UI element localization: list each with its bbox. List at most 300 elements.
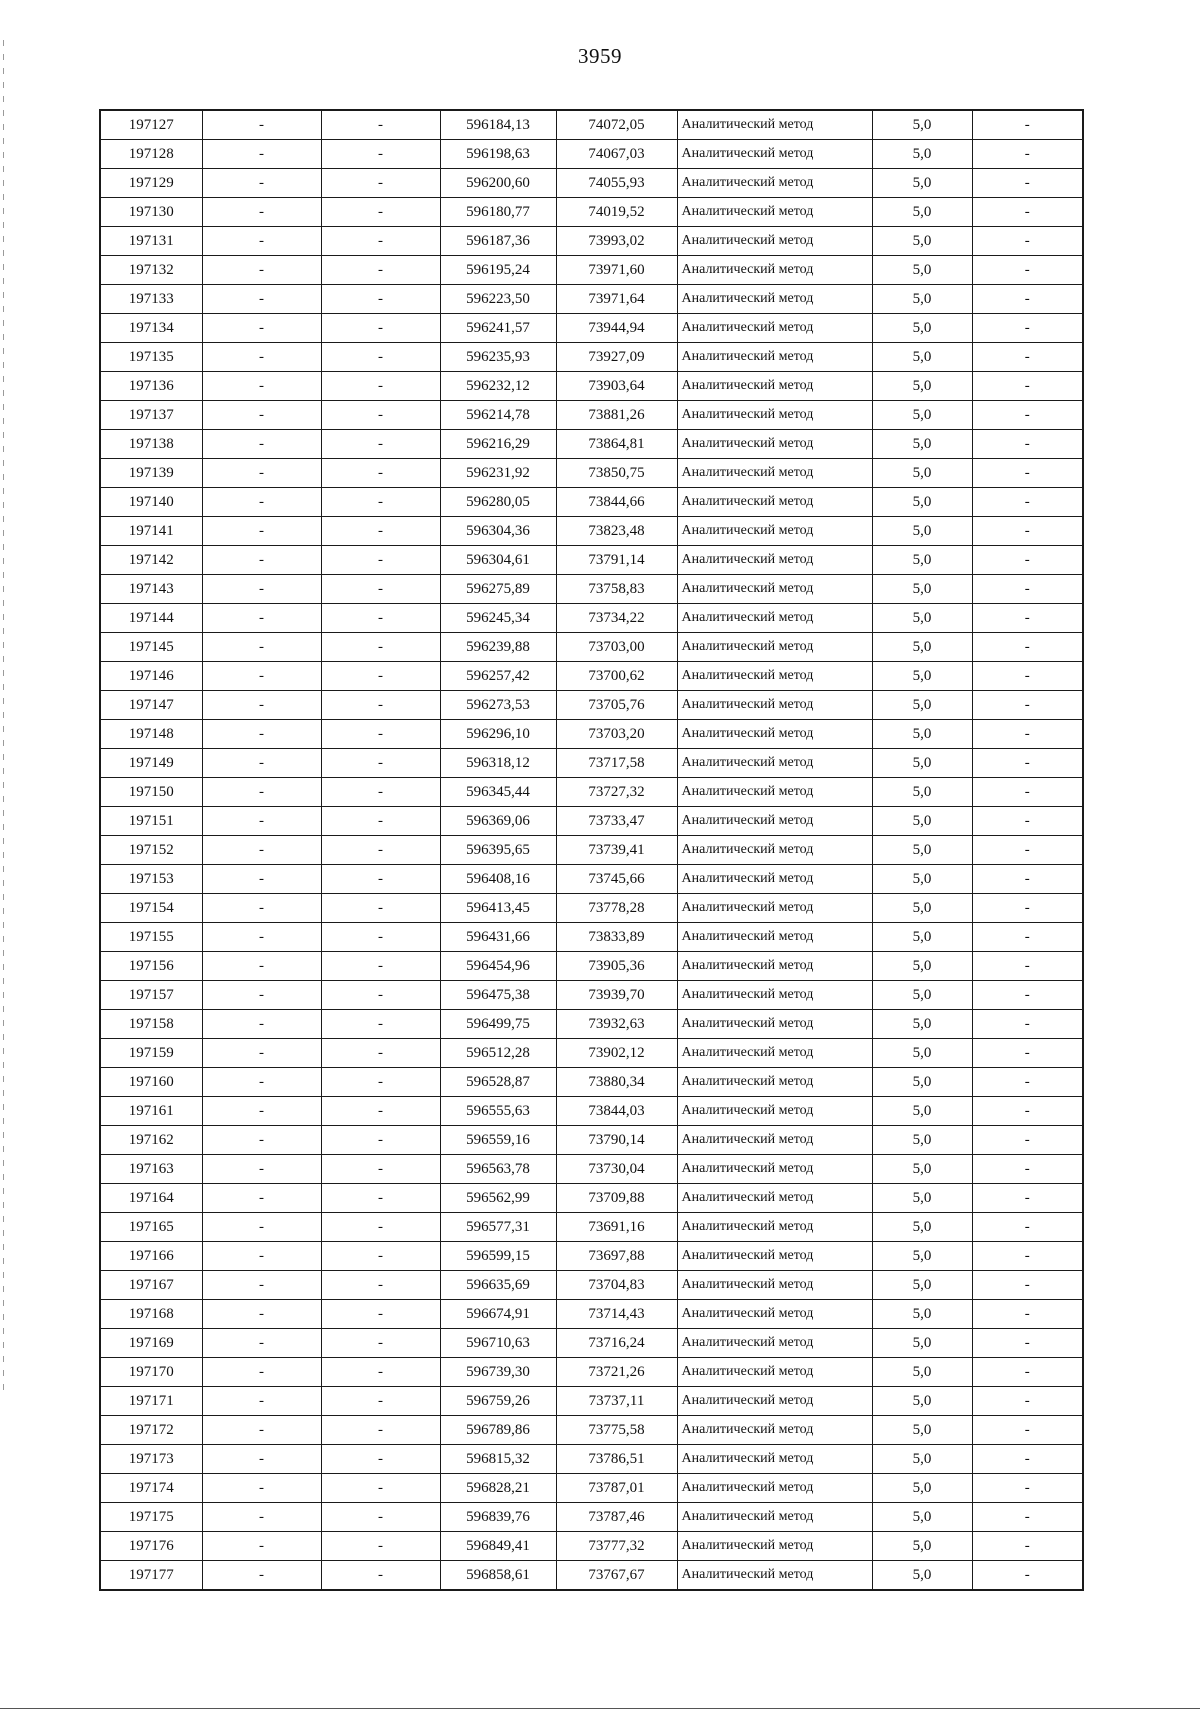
method-cell: Аналитический метод xyxy=(677,981,872,1010)
empty-dash-cell: - xyxy=(321,1532,440,1561)
accuracy-cell: 5,0 xyxy=(872,1010,972,1039)
empty-dash-cell: - xyxy=(321,662,440,691)
empty-dash-cell: - xyxy=(321,1329,440,1358)
note-cell: - xyxy=(972,488,1083,517)
method-cell: Аналитический метод xyxy=(677,836,872,865)
empty-dash-cell: - xyxy=(202,256,321,285)
x-coordinate-cell: 596304,61 xyxy=(440,546,556,575)
accuracy-cell: 5,0 xyxy=(872,633,972,662)
x-coordinate-cell: 596710,63 xyxy=(440,1329,556,1358)
empty-dash-cell: - xyxy=(321,430,440,459)
x-coordinate-cell: 596431,66 xyxy=(440,923,556,952)
point-id-cell: 197156 xyxy=(100,952,202,981)
x-coordinate-cell: 596815,32 xyxy=(440,1445,556,1474)
note-cell: - xyxy=(972,430,1083,459)
y-coordinate-cell: 73704,83 xyxy=(556,1271,677,1300)
note-cell: - xyxy=(972,952,1083,981)
accuracy-cell: 5,0 xyxy=(872,1126,972,1155)
y-coordinate-cell: 73787,46 xyxy=(556,1503,677,1532)
coordinates-table xyxy=(99,109,1084,1591)
y-coordinate-cell: 73881,26 xyxy=(556,401,677,430)
empty-dash-cell: - xyxy=(321,1126,440,1155)
note-cell: - xyxy=(972,401,1083,430)
empty-dash-cell: - xyxy=(321,923,440,952)
point-id-cell: 197163 xyxy=(100,1155,202,1184)
table-row xyxy=(100,923,1083,952)
table-row xyxy=(100,1271,1083,1300)
accuracy-cell: 5,0 xyxy=(872,1474,972,1503)
empty-dash-cell: - xyxy=(321,110,440,140)
table-row xyxy=(100,430,1083,459)
method-cell: Аналитический метод xyxy=(677,517,872,546)
x-coordinate-cell: 596184,13 xyxy=(440,110,556,140)
method-cell: Аналитический метод xyxy=(677,691,872,720)
y-coordinate-cell: 73777,32 xyxy=(556,1532,677,1561)
point-id-cell: 197167 xyxy=(100,1271,202,1300)
empty-dash-cell: - xyxy=(202,517,321,546)
accuracy-cell: 5,0 xyxy=(872,749,972,778)
accuracy-cell: 5,0 xyxy=(872,604,972,633)
empty-dash-cell: - xyxy=(321,1358,440,1387)
method-cell: Аналитический метод xyxy=(677,227,872,256)
point-id-cell: 197176 xyxy=(100,1532,202,1561)
y-coordinate-cell: 73717,58 xyxy=(556,749,677,778)
empty-dash-cell: - xyxy=(321,1184,440,1213)
y-coordinate-cell: 73939,70 xyxy=(556,981,677,1010)
table-row xyxy=(100,343,1083,372)
table-row xyxy=(100,575,1083,604)
table-row xyxy=(100,1184,1083,1213)
empty-dash-cell: - xyxy=(202,1242,321,1271)
accuracy-cell: 5,0 xyxy=(872,778,972,807)
x-coordinate-cell: 596231,92 xyxy=(440,459,556,488)
x-coordinate-cell: 596200,60 xyxy=(440,169,556,198)
x-coordinate-cell: 596257,42 xyxy=(440,662,556,691)
empty-dash-cell: - xyxy=(321,894,440,923)
point-id-cell: 197145 xyxy=(100,633,202,662)
x-coordinate-cell: 596577,31 xyxy=(440,1213,556,1242)
point-id-cell: 197137 xyxy=(100,401,202,430)
empty-dash-cell: - xyxy=(321,1503,440,1532)
point-id-cell: 197133 xyxy=(100,285,202,314)
y-coordinate-cell: 73703,00 xyxy=(556,633,677,662)
empty-dash-cell: - xyxy=(202,575,321,604)
accuracy-cell: 5,0 xyxy=(872,981,972,1010)
method-cell: Аналитический метод xyxy=(677,1416,872,1445)
y-coordinate-cell: 73786,51 xyxy=(556,1445,677,1474)
y-coordinate-cell: 73971,64 xyxy=(556,285,677,314)
method-cell: Аналитический метод xyxy=(677,1271,872,1300)
x-coordinate-cell: 596296,10 xyxy=(440,720,556,749)
y-coordinate-cell: 73709,88 xyxy=(556,1184,677,1213)
empty-dash-cell: - xyxy=(321,1445,440,1474)
accuracy-cell: 5,0 xyxy=(872,894,972,923)
point-id-cell: 197172 xyxy=(100,1416,202,1445)
note-cell: - xyxy=(972,110,1083,140)
note-cell: - xyxy=(972,314,1083,343)
point-id-cell: 197161 xyxy=(100,1097,202,1126)
method-cell: Аналитический метод xyxy=(677,1387,872,1416)
method-cell: Аналитический метод xyxy=(677,401,872,430)
y-coordinate-cell: 73902,12 xyxy=(556,1039,677,1068)
empty-dash-cell: - xyxy=(202,285,321,314)
method-cell: Аналитический метод xyxy=(677,459,872,488)
empty-dash-cell: - xyxy=(321,227,440,256)
empty-dash-cell: - xyxy=(202,430,321,459)
empty-dash-cell: - xyxy=(321,633,440,662)
point-id-cell: 197158 xyxy=(100,1010,202,1039)
empty-dash-cell: - xyxy=(202,1155,321,1184)
x-coordinate-cell: 596858,61 xyxy=(440,1561,556,1591)
accuracy-cell: 5,0 xyxy=(872,575,972,604)
x-coordinate-cell: 596599,15 xyxy=(440,1242,556,1271)
note-cell: - xyxy=(972,923,1083,952)
method-cell: Аналитический метод xyxy=(677,720,872,749)
point-id-cell: 197128 xyxy=(100,140,202,169)
point-id-cell: 197148 xyxy=(100,720,202,749)
accuracy-cell: 5,0 xyxy=(872,198,972,227)
accuracy-cell: 5,0 xyxy=(872,517,972,546)
accuracy-cell: 5,0 xyxy=(872,836,972,865)
point-id-cell: 197175 xyxy=(100,1503,202,1532)
empty-dash-cell: - xyxy=(321,1474,440,1503)
table-row xyxy=(100,865,1083,894)
x-coordinate-cell: 596512,28 xyxy=(440,1039,556,1068)
x-coordinate-cell: 596789,86 xyxy=(440,1416,556,1445)
empty-dash-cell: - xyxy=(202,865,321,894)
empty-dash-cell: - xyxy=(321,1300,440,1329)
accuracy-cell: 5,0 xyxy=(872,807,972,836)
table-row xyxy=(100,459,1083,488)
point-id-cell: 197168 xyxy=(100,1300,202,1329)
empty-dash-cell: - xyxy=(321,401,440,430)
method-cell: Аналитический метод xyxy=(677,343,872,372)
point-id-cell: 197174 xyxy=(100,1474,202,1503)
note-cell: - xyxy=(972,807,1083,836)
y-coordinate-cell: 73733,47 xyxy=(556,807,677,836)
y-coordinate-cell: 73775,58 xyxy=(556,1416,677,1445)
y-coordinate-cell: 73700,62 xyxy=(556,662,677,691)
method-cell: Аналитический метод xyxy=(677,749,872,778)
x-coordinate-cell: 596318,12 xyxy=(440,749,556,778)
accuracy-cell: 5,0 xyxy=(872,1213,972,1242)
method-cell: Аналитический метод xyxy=(677,1097,872,1126)
point-id-cell: 197131 xyxy=(100,227,202,256)
method-cell: Аналитический метод xyxy=(677,662,872,691)
point-id-cell: 197135 xyxy=(100,343,202,372)
note-cell: - xyxy=(972,517,1083,546)
point-id-cell: 197134 xyxy=(100,314,202,343)
x-coordinate-cell: 596395,65 xyxy=(440,836,556,865)
x-coordinate-cell: 596369,06 xyxy=(440,807,556,836)
empty-dash-cell: - xyxy=(202,662,321,691)
accuracy-cell: 5,0 xyxy=(872,720,972,749)
y-coordinate-cell: 73697,88 xyxy=(556,1242,677,1271)
accuracy-cell: 5,0 xyxy=(872,488,972,517)
y-coordinate-cell: 73932,63 xyxy=(556,1010,677,1039)
accuracy-cell: 5,0 xyxy=(872,1242,972,1271)
table-row xyxy=(100,1155,1083,1184)
point-id-cell: 197150 xyxy=(100,778,202,807)
method-cell: Аналитический метод xyxy=(677,1155,872,1184)
empty-dash-cell: - xyxy=(202,1126,321,1155)
method-cell: Аналитический метод xyxy=(677,169,872,198)
point-id-cell: 197132 xyxy=(100,256,202,285)
x-coordinate-cell: 596239,88 xyxy=(440,633,556,662)
empty-dash-cell: - xyxy=(321,372,440,401)
table-row xyxy=(100,140,1083,169)
note-cell: - xyxy=(972,285,1083,314)
table-row xyxy=(100,778,1083,807)
method-cell: Аналитический метод xyxy=(677,546,872,575)
empty-dash-cell: - xyxy=(321,198,440,227)
point-id-cell: 197127 xyxy=(100,110,202,140)
empty-dash-cell: - xyxy=(321,1213,440,1242)
accuracy-cell: 5,0 xyxy=(872,1039,972,1068)
note-cell: - xyxy=(972,604,1083,633)
note-cell: - xyxy=(972,1532,1083,1561)
empty-dash-cell: - xyxy=(321,604,440,633)
x-coordinate-cell: 596275,89 xyxy=(440,575,556,604)
x-coordinate-cell: 596195,24 xyxy=(440,256,556,285)
empty-dash-cell: - xyxy=(321,488,440,517)
point-id-cell: 197177 xyxy=(100,1561,202,1591)
accuracy-cell: 5,0 xyxy=(872,430,972,459)
page-number: 3959 xyxy=(578,44,622,68)
note-cell: - xyxy=(972,459,1083,488)
point-id-cell: 197153 xyxy=(100,865,202,894)
empty-dash-cell: - xyxy=(202,314,321,343)
empty-dash-cell: - xyxy=(202,1561,321,1591)
x-coordinate-cell: 596739,30 xyxy=(440,1358,556,1387)
x-coordinate-cell: 596849,41 xyxy=(440,1532,556,1561)
method-cell: Аналитический метод xyxy=(677,952,872,981)
empty-dash-cell: - xyxy=(321,459,440,488)
point-id-cell: 197147 xyxy=(100,691,202,720)
table-row xyxy=(100,807,1083,836)
point-id-cell: 197171 xyxy=(100,1387,202,1416)
y-coordinate-cell: 73790,14 xyxy=(556,1126,677,1155)
point-id-cell: 197169 xyxy=(100,1329,202,1358)
empty-dash-cell: - xyxy=(321,1097,440,1126)
note-cell: - xyxy=(972,1184,1083,1213)
y-coordinate-cell: 73844,66 xyxy=(556,488,677,517)
empty-dash-cell: - xyxy=(202,1300,321,1329)
y-coordinate-cell: 73787,01 xyxy=(556,1474,677,1503)
x-coordinate-cell: 596635,69 xyxy=(440,1271,556,1300)
note-cell: - xyxy=(972,1445,1083,1474)
empty-dash-cell: - xyxy=(202,691,321,720)
point-id-cell: 197154 xyxy=(100,894,202,923)
table-row xyxy=(100,1213,1083,1242)
note-cell: - xyxy=(972,1561,1083,1591)
point-id-cell: 197138 xyxy=(100,430,202,459)
x-coordinate-cell: 596555,63 xyxy=(440,1097,556,1126)
point-id-cell: 197152 xyxy=(100,836,202,865)
y-coordinate-cell: 73767,67 xyxy=(556,1561,677,1591)
table-row xyxy=(100,546,1083,575)
point-id-cell: 197143 xyxy=(100,575,202,604)
note-cell: - xyxy=(972,778,1083,807)
table-row xyxy=(100,1010,1083,1039)
method-cell: Аналитический метод xyxy=(677,807,872,836)
empty-dash-cell: - xyxy=(321,720,440,749)
empty-dash-cell: - xyxy=(202,1503,321,1532)
note-cell: - xyxy=(972,140,1083,169)
note-cell: - xyxy=(972,1242,1083,1271)
y-coordinate-cell: 73778,28 xyxy=(556,894,677,923)
table-row xyxy=(100,691,1083,720)
table-row xyxy=(100,1532,1083,1561)
empty-dash-cell: - xyxy=(321,1561,440,1591)
point-id-cell: 197157 xyxy=(100,981,202,1010)
table-row xyxy=(100,1242,1083,1271)
x-coordinate-cell: 596839,76 xyxy=(440,1503,556,1532)
method-cell: Аналитический метод xyxy=(677,1358,872,1387)
x-coordinate-cell: 596216,29 xyxy=(440,430,556,459)
note-cell: - xyxy=(972,546,1083,575)
point-id-cell: 197144 xyxy=(100,604,202,633)
empty-dash-cell: - xyxy=(202,633,321,662)
accuracy-cell: 5,0 xyxy=(872,227,972,256)
empty-dash-cell: - xyxy=(321,1387,440,1416)
accuracy-cell: 5,0 xyxy=(872,343,972,372)
method-cell: Аналитический метод xyxy=(677,1532,872,1561)
x-coordinate-cell: 596223,50 xyxy=(440,285,556,314)
point-id-cell: 197142 xyxy=(100,546,202,575)
empty-dash-cell: - xyxy=(202,952,321,981)
empty-dash-cell: - xyxy=(202,894,321,923)
note-cell: - xyxy=(972,1503,1083,1532)
table-row xyxy=(100,1039,1083,1068)
empty-dash-cell: - xyxy=(202,749,321,778)
note-cell: - xyxy=(972,1068,1083,1097)
note-cell: - xyxy=(972,1155,1083,1184)
table-row xyxy=(100,1503,1083,1532)
method-cell: Аналитический метод xyxy=(677,256,872,285)
empty-dash-cell: - xyxy=(321,1155,440,1184)
x-coordinate-cell: 596562,99 xyxy=(440,1184,556,1213)
note-cell: - xyxy=(972,691,1083,720)
x-coordinate-cell: 596214,78 xyxy=(440,401,556,430)
empty-dash-cell: - xyxy=(321,575,440,604)
empty-dash-cell: - xyxy=(202,720,321,749)
table-row xyxy=(100,169,1083,198)
table-row xyxy=(100,256,1083,285)
empty-dash-cell: - xyxy=(202,1387,321,1416)
x-coordinate-cell: 596273,53 xyxy=(440,691,556,720)
scan-bottom-line xyxy=(0,1708,1200,1709)
point-id-cell: 197166 xyxy=(100,1242,202,1271)
table-row xyxy=(100,952,1083,981)
empty-dash-cell: - xyxy=(321,865,440,894)
y-coordinate-cell: 73745,66 xyxy=(556,865,677,894)
table-body xyxy=(100,110,1083,1590)
empty-dash-cell: - xyxy=(202,1184,321,1213)
method-cell: Аналитический метод xyxy=(677,372,872,401)
table-row xyxy=(100,981,1083,1010)
accuracy-cell: 5,0 xyxy=(872,285,972,314)
table-row xyxy=(100,1445,1083,1474)
y-coordinate-cell: 73905,36 xyxy=(556,952,677,981)
accuracy-cell: 5,0 xyxy=(872,1097,972,1126)
y-coordinate-cell: 73903,64 xyxy=(556,372,677,401)
x-coordinate-cell: 596828,21 xyxy=(440,1474,556,1503)
note-cell: - xyxy=(972,662,1083,691)
empty-dash-cell: - xyxy=(202,836,321,865)
empty-dash-cell: - xyxy=(321,1416,440,1445)
empty-dash-cell: - xyxy=(202,169,321,198)
table-row xyxy=(100,720,1083,749)
y-coordinate-cell: 73844,03 xyxy=(556,1097,677,1126)
method-cell: Аналитический метод xyxy=(677,1561,872,1591)
accuracy-cell: 5,0 xyxy=(872,110,972,140)
note-cell: - xyxy=(972,1097,1083,1126)
table-row xyxy=(100,1561,1083,1591)
scan-edge-artifact xyxy=(3,40,4,1390)
empty-dash-cell: - xyxy=(202,227,321,256)
point-id-cell: 197162 xyxy=(100,1126,202,1155)
y-coordinate-cell: 73734,22 xyxy=(556,604,677,633)
y-coordinate-cell: 73971,60 xyxy=(556,256,677,285)
y-coordinate-cell: 74072,05 xyxy=(556,110,677,140)
accuracy-cell: 5,0 xyxy=(872,1300,972,1329)
y-coordinate-cell: 73758,83 xyxy=(556,575,677,604)
point-id-cell: 197139 xyxy=(100,459,202,488)
point-id-cell: 197165 xyxy=(100,1213,202,1242)
note-cell: - xyxy=(972,633,1083,662)
empty-dash-cell: - xyxy=(321,836,440,865)
table-row xyxy=(100,1387,1083,1416)
x-coordinate-cell: 596187,36 xyxy=(440,227,556,256)
table-row xyxy=(100,836,1083,865)
point-id-cell: 197173 xyxy=(100,1445,202,1474)
y-coordinate-cell: 73880,34 xyxy=(556,1068,677,1097)
empty-dash-cell: - xyxy=(321,1271,440,1300)
method-cell: Аналитический метод xyxy=(677,604,872,633)
method-cell: Аналитический метод xyxy=(677,1010,872,1039)
accuracy-cell: 5,0 xyxy=(872,1329,972,1358)
accuracy-cell: 5,0 xyxy=(872,401,972,430)
table-row xyxy=(100,633,1083,662)
empty-dash-cell: - xyxy=(321,1039,440,1068)
accuracy-cell: 5,0 xyxy=(872,1358,972,1387)
note-cell: - xyxy=(972,1126,1083,1155)
note-cell: - xyxy=(972,1387,1083,1416)
accuracy-cell: 5,0 xyxy=(872,691,972,720)
empty-dash-cell: - xyxy=(321,1242,440,1271)
x-coordinate-cell: 596563,78 xyxy=(440,1155,556,1184)
point-id-cell: 197136 xyxy=(100,372,202,401)
empty-dash-cell: - xyxy=(202,981,321,1010)
y-coordinate-cell: 73823,48 xyxy=(556,517,677,546)
method-cell: Аналитический метод xyxy=(677,1184,872,1213)
empty-dash-cell: - xyxy=(321,256,440,285)
table-row xyxy=(100,1097,1083,1126)
accuracy-cell: 5,0 xyxy=(872,1155,972,1184)
table-row xyxy=(100,1300,1083,1329)
x-coordinate-cell: 596235,93 xyxy=(440,343,556,372)
empty-dash-cell: - xyxy=(321,140,440,169)
y-coordinate-cell: 74055,93 xyxy=(556,169,677,198)
y-coordinate-cell: 73864,81 xyxy=(556,430,677,459)
empty-dash-cell: - xyxy=(202,1358,321,1387)
y-coordinate-cell: 73993,02 xyxy=(556,227,677,256)
x-coordinate-cell: 596674,91 xyxy=(440,1300,556,1329)
empty-dash-cell: - xyxy=(202,1532,321,1561)
method-cell: Аналитический метод xyxy=(677,430,872,459)
accuracy-cell: 5,0 xyxy=(872,662,972,691)
